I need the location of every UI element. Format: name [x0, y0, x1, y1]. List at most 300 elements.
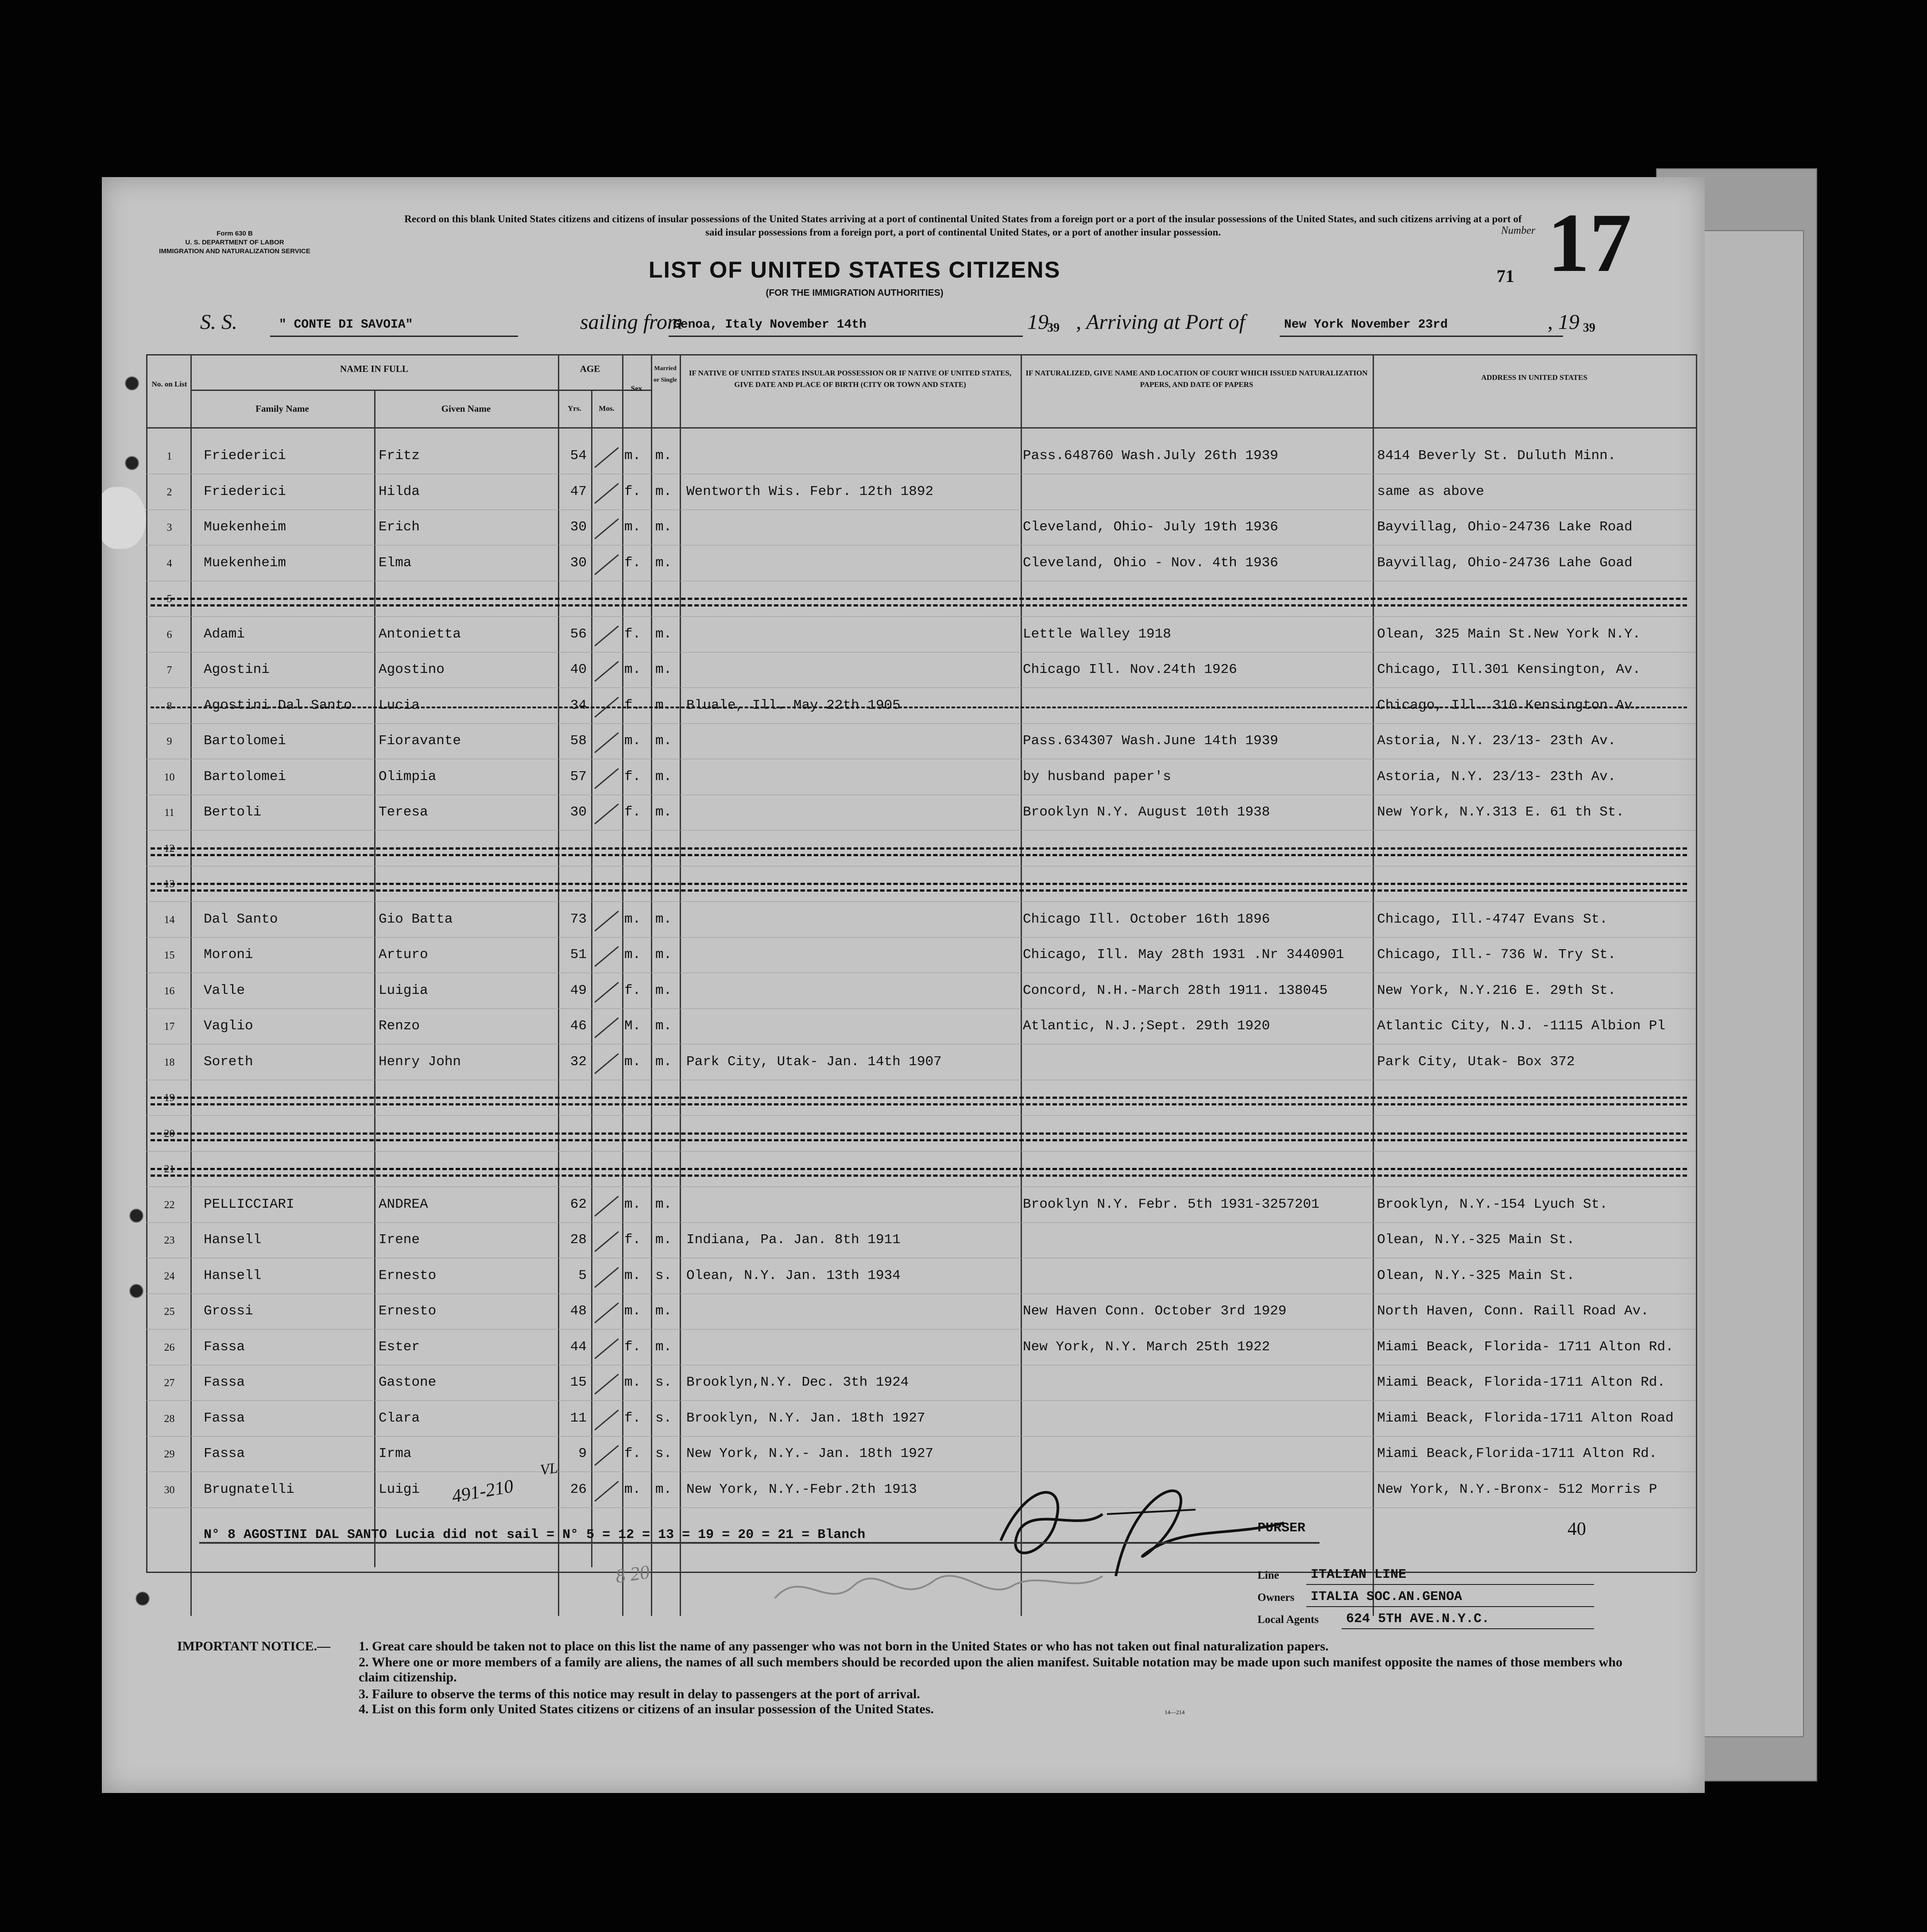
- checkmark-tick-icon: [594, 1053, 619, 1074]
- col-no-header: No. on List: [151, 380, 187, 388]
- table-row: [102, 661, 1705, 696]
- cell-family: Brugnatelli: [204, 1481, 294, 1497]
- cell-no: 1: [166, 451, 172, 462]
- form-number-line: Form 630 B: [217, 230, 253, 237]
- cell-nat: Chicago Ill. Nov.24th 1926: [1023, 662, 1237, 677]
- cell-family: Adami: [204, 626, 245, 642]
- table-row: [102, 1267, 1705, 1302]
- cell-ms: m.: [655, 1303, 672, 1319]
- cell-nat: Chicago, Ill. May 28th 1931 .Nr 3440901: [1023, 947, 1344, 962]
- table-row: [102, 697, 1705, 732]
- cell-given: Arturo: [379, 947, 428, 962]
- cell-given: Fioravante: [379, 733, 461, 749]
- cell-age: 32: [570, 1054, 587, 1070]
- cell-given: Lucia: [379, 697, 420, 713]
- cell-nat: Brooklyn N.Y. Febr. 5th 1931-3257201: [1023, 1196, 1319, 1212]
- cell-addr: Astoria, N.Y. 23/13- 23th Av.: [1377, 769, 1616, 784]
- line-value: ITALIAN LINE: [1311, 1567, 1407, 1582]
- checkmark-tick-icon: [594, 732, 619, 753]
- cell-no: 28: [164, 1413, 175, 1425]
- cell-sex: f.: [624, 1446, 641, 1461]
- table-row: [102, 447, 1705, 483]
- cell-sex: f.: [624, 1410, 641, 1426]
- page-subtitle: (FOR THE IMMIGRATION AUTHORITIES): [766, 288, 944, 298]
- cell-nat: Brooklyn N.Y. August 10th 1938: [1023, 804, 1270, 820]
- cell-sex: f.: [624, 982, 641, 998]
- sheet-number: 17: [1548, 197, 1632, 290]
- cell-family: Muekenheim: [204, 555, 286, 571]
- cancelled-line: [151, 883, 1687, 892]
- punch-hole-icon: [125, 376, 139, 390]
- table-row: [102, 1338, 1705, 1374]
- year-prefix: 19: [1027, 310, 1049, 334]
- checkmark-tick-icon: [594, 661, 619, 682]
- col-yrs-header: Yrs.: [568, 404, 581, 413]
- cell-given: Renzo: [379, 1018, 420, 1034]
- cell-family: Bartolomei: [204, 733, 286, 749]
- checkmark-tick-icon: [594, 768, 619, 788]
- cell-family: Soreth: [204, 1054, 253, 1070]
- notice-heading: IMPORTANT NOTICE.—: [177, 1639, 331, 1654]
- cell-given: Ernesto: [379, 1303, 437, 1319]
- cell-age: 5: [578, 1267, 587, 1283]
- notice-item: 1. Great care should be taken not to place on this list the name of any passenger who was not born in the United States or who has not taken out final naturalization papers.: [359, 1639, 1329, 1654]
- cell-nat: Atlantic, N.J.;Sept. 29th 1920: [1023, 1018, 1270, 1034]
- cell-addr: Miami Beack, Florida-1711 Alton Rd.: [1377, 1375, 1666, 1390]
- handwritten-number: 491-210: [450, 1476, 515, 1507]
- cell-ms: m.: [655, 947, 672, 962]
- cell-family: Fassa: [204, 1375, 245, 1390]
- arrival: New York November 23rd: [1284, 318, 1448, 332]
- cell-no: 4: [166, 557, 172, 569]
- cell-no: 20: [164, 1128, 175, 1140]
- agents-label: Local Agents: [1258, 1614, 1319, 1626]
- cell-given: ANDREA: [379, 1196, 428, 1212]
- cell-given: Ernesto: [379, 1267, 437, 1283]
- handwritten-vl: VL: [539, 1460, 559, 1479]
- col-age-header: AGE: [580, 363, 600, 374]
- table-row: [102, 982, 1705, 1017]
- cell-ms: s.: [655, 1375, 672, 1390]
- service-line: IMMIGRATION AND NATURALIZATION SERVICE: [159, 247, 310, 255]
- cell-no: 27: [164, 1377, 175, 1389]
- manifest-page: [102, 177, 1705, 1793]
- table-row: [102, 768, 1705, 804]
- cell-sex: m.: [624, 1375, 641, 1390]
- cell-nat: Pass.634307 Wash.June 14th 1939: [1023, 733, 1278, 749]
- line-label: Line: [1258, 1569, 1279, 1581]
- subheader-border: [190, 390, 651, 391]
- cell-nat: Cleveland, Ohio- July 19th 1936: [1023, 519, 1278, 535]
- cell-ms: m.: [655, 804, 672, 820]
- cell-age: 30: [570, 555, 587, 571]
- cell-ms: m.: [655, 555, 672, 571]
- checkmark-tick-icon: [594, 447, 619, 468]
- cancelled-line: [151, 598, 1687, 607]
- cell-no: 6: [166, 629, 172, 641]
- owners-label: Owners: [1258, 1592, 1295, 1604]
- checkmark-tick-icon: [594, 625, 619, 646]
- cell-family: Valle: [204, 982, 245, 998]
- cell-no: 21: [164, 1163, 175, 1175]
- cell-birth: New York, N.Y.- Jan. 18th 1927: [686, 1446, 934, 1461]
- cell-no: 25: [164, 1306, 175, 1318]
- page-number: 40: [1567, 1519, 1586, 1539]
- cell-sex: f.: [624, 697, 641, 713]
- table-row: [102, 1017, 1705, 1053]
- form-number: [133, 229, 337, 256]
- cell-given: Gio Batta: [379, 911, 453, 927]
- cell-sex: m.: [624, 1196, 641, 1212]
- cell-given: Luigia: [379, 982, 428, 998]
- cell-sex: f.: [624, 804, 641, 820]
- cell-no: 13: [164, 878, 175, 890]
- table-row: [102, 1053, 1705, 1089]
- cell-sex: m.: [624, 662, 641, 677]
- cell-family: Dal Santo: [204, 911, 278, 927]
- cell-ms: s.: [655, 1446, 672, 1461]
- cell-ms: m.: [655, 448, 672, 464]
- cell-sex: m.: [624, 448, 641, 464]
- cell-addr: Chicago, Ill. 310 Kensington Av.: [1377, 697, 1641, 713]
- cell-ms: m.: [655, 982, 672, 998]
- cell-family: Agostini Dal Santo: [204, 697, 352, 713]
- cell-sex: f.: [624, 1339, 641, 1355]
- cell-sex: m.: [624, 911, 641, 927]
- cell-given: Elma: [379, 555, 412, 571]
- cell-given: Henry John: [379, 1054, 461, 1070]
- cell-sex: m.: [624, 1481, 641, 1497]
- page-marker: 71: [1497, 266, 1514, 286]
- checkmark-tick-icon: [594, 1338, 619, 1359]
- table-row: [102, 946, 1705, 981]
- cell-given: Gastone: [379, 1375, 437, 1390]
- cell-sex: f.: [624, 769, 641, 784]
- checkmark-tick-icon: [594, 518, 619, 539]
- table-row: [102, 1089, 1705, 1124]
- cell-addr: Bayvillag, Ohio-24736 Lake Road: [1377, 519, 1633, 535]
- cell-sex: m.: [624, 947, 641, 962]
- cell-nat: Concord, N.H.-March 28th 1911. 138045: [1023, 982, 1328, 998]
- punch-hole-icon: [135, 1592, 150, 1606]
- cell-age: 40: [570, 662, 587, 677]
- notice-item: 3. Failure to observe the terms of this notice may result in delay to passengers at the port of arrival.: [359, 1687, 920, 1701]
- cell-family: Vaglio: [204, 1018, 253, 1034]
- cell-addr: Olean, N.Y.-325 Main St.: [1377, 1232, 1575, 1248]
- cell-family: Fassa: [204, 1446, 245, 1461]
- cell-sex: m.: [624, 1267, 641, 1283]
- table-row: [102, 518, 1705, 554]
- cell-age: 46: [570, 1018, 587, 1034]
- cell-nat: Lettle Walley 1918: [1023, 626, 1171, 642]
- checkmark-tick-icon: [594, 1374, 619, 1395]
- department-line: U. S. DEPARTMENT OF LABOR: [185, 239, 284, 246]
- cell-addr: Chicago, Ill.-4747 Evans St.: [1377, 911, 1608, 927]
- cell-no: 7: [166, 665, 172, 676]
- cell-sex: m.: [624, 1054, 641, 1070]
- cell-no: 9: [166, 736, 172, 747]
- cell-age: 49: [570, 982, 587, 998]
- cell-addr: Bayvillag, Ohio-24736 Lahe Goad: [1377, 555, 1633, 571]
- cell-no: 19: [164, 1092, 175, 1104]
- cell-given: Erich: [379, 519, 420, 535]
- cell-birth: New York, N.Y.-Febr.2th 1913: [686, 1481, 917, 1497]
- cell-ms: s.: [655, 1267, 672, 1283]
- cancelled-line: [151, 847, 1687, 856]
- table-row: [102, 1160, 1705, 1195]
- table-row: [102, 1445, 1705, 1480]
- notice-item: 2. Where one or more members of a family are aliens, the names of all such members should be recorded upon the alien manifest. Suitable notation may be made upon such manifest opposite the names of those members who claim citizenship.: [359, 1655, 1623, 1685]
- cell-ms: m.: [655, 1481, 672, 1497]
- cell-sex: m.: [624, 1303, 641, 1319]
- col-given-header: Given Name: [441, 403, 491, 414]
- cell-age: 28: [570, 1232, 587, 1248]
- cell-ms: s.: [655, 1410, 672, 1426]
- checkmark-tick-icon: [594, 554, 619, 575]
- cell-addr: Miami Beack, Florida- 1711 Alton Rd.: [1377, 1339, 1674, 1355]
- table-row: [102, 804, 1705, 839]
- cell-family: Friederici: [204, 483, 286, 499]
- col-married-header: Married or Single: [653, 365, 677, 383]
- cell-addr: New York, N.Y.-Bronx- 512 Morris P: [1377, 1481, 1657, 1497]
- table-row: [102, 1231, 1705, 1267]
- cell-addr: Astoria, N.Y. 23/13- 23th Av.: [1377, 733, 1616, 749]
- table-row: [102, 483, 1705, 518]
- checkmark-tick-icon: [594, 804, 619, 824]
- checkmark-tick-icon: [594, 946, 619, 967]
- table-row: [102, 590, 1705, 625]
- cell-no: 2: [166, 486, 172, 498]
- table-row: [102, 875, 1705, 910]
- checkmark-tick-icon: [594, 1409, 619, 1430]
- table-row: [102, 1410, 1705, 1445]
- cell-age: 34: [570, 697, 587, 713]
- cell-nat: by husband paper's: [1023, 769, 1171, 784]
- cell-given: Clara: [379, 1410, 420, 1426]
- agents-underline: [1342, 1628, 1594, 1629]
- cell-ms: m.: [655, 1339, 672, 1355]
- cell-nat: New York, N.Y. March 25th 1922: [1023, 1339, 1270, 1355]
- form-code: 14—214: [1165, 1709, 1185, 1716]
- table-row: [102, 1374, 1705, 1409]
- cell-birth: Park City, Utak- Jan. 14th 1907: [686, 1054, 942, 1070]
- cell-birth: Indiana, Pa. Jan. 8th 1911: [686, 1232, 901, 1248]
- cell-age: 47: [570, 483, 587, 499]
- checkmark-tick-icon: [594, 981, 619, 1002]
- cell-ms: m.: [655, 733, 672, 749]
- table-row: [102, 1481, 1705, 1516]
- record-instructions: Record on this blank United States citizens and citizens of insular possessions of the United States arriving at a port of continental United States from a foreign port or a port of the insular possessions of the United States, and such citizens arriving at a port of said insular possessions from a foreign port, a port of continental United States, or a port of another insular possession.: [404, 213, 1522, 238]
- departure: Genoa, Italy November 14th: [673, 318, 867, 332]
- cell-no: 29: [164, 1449, 175, 1460]
- col-address-header: ADDRESS IN UNITED STATES: [1481, 373, 1587, 382]
- table-top-border: [146, 354, 1696, 355]
- cell-family: Hansell: [204, 1232, 262, 1248]
- cell-no: 3: [166, 522, 172, 533]
- cell-given: Agostino: [379, 662, 445, 677]
- checkmark-tick-icon: [594, 1267, 619, 1287]
- cell-addr: Brooklyn, N.Y.-154 Lyuch St.: [1377, 1196, 1608, 1212]
- cell-age: 51: [570, 947, 587, 962]
- cell-no: 10: [164, 771, 175, 783]
- cell-age: 73: [570, 911, 587, 927]
- cell-family: Bertoli: [204, 804, 262, 820]
- cell-ms: m.: [655, 1054, 672, 1070]
- cell-ms: m.: [655, 626, 672, 642]
- cell-ms: m.: [655, 911, 672, 927]
- cell-given: Ester: [379, 1339, 420, 1355]
- col-mos-header: Mos.: [599, 404, 615, 413]
- cell-sex: f.: [624, 626, 641, 642]
- cell-sex: f.: [624, 555, 641, 571]
- cell-ms: m.: [655, 483, 672, 499]
- cell-ms: m.: [655, 1232, 672, 1248]
- strike-through-line: [151, 707, 1687, 708]
- ss-label: S. S.: [200, 310, 237, 334]
- cell-addr: Park City, Utak- Box 372: [1377, 1054, 1575, 1070]
- cell-given: Teresa: [379, 804, 428, 820]
- cell-age: 62: [570, 1196, 587, 1212]
- cancelled-line: [151, 1132, 1687, 1141]
- arrival-underline: [1280, 336, 1563, 337]
- cell-given: Irene: [379, 1232, 420, 1248]
- cell-addr: same as above: [1377, 483, 1484, 499]
- page-title: LIST OF UNITED STATES CITIZENS: [648, 257, 1061, 283]
- cell-ms: m.: [655, 1196, 672, 1212]
- cell-family: Fassa: [204, 1339, 245, 1355]
- cell-age: 15: [570, 1375, 587, 1390]
- col-family-header: Family Name: [255, 403, 309, 414]
- cell-no: 11: [164, 807, 175, 819]
- cell-birth: Olean, N.Y. Jan. 13th 1934: [686, 1267, 901, 1283]
- table-row: [102, 1302, 1705, 1338]
- arriving-label: , Arriving at Port of: [1076, 310, 1245, 334]
- cell-sex: f.: [624, 1232, 641, 1248]
- cell-ms: m.: [655, 1018, 672, 1034]
- cell-addr: Olean, N.Y.-325 Main St.: [1377, 1267, 1575, 1283]
- cell-nat: Cleveland, Ohio - Nov. 4th 1936: [1023, 555, 1278, 571]
- checkmark-tick-icon: [594, 910, 619, 931]
- cell-age: 26: [570, 1481, 587, 1497]
- cell-ms: m.: [655, 697, 672, 713]
- cell-no: 15: [164, 950, 175, 961]
- cell-family: Moroni: [204, 947, 253, 962]
- sailing-label: sailing from: [580, 310, 683, 334]
- cell-nat: New Haven Conn. October 3rd 1929: [1023, 1303, 1287, 1319]
- line-underline: [1306, 1584, 1594, 1585]
- cell-given: Hilda: [379, 483, 420, 499]
- cell-addr: Miami Beack, Florida-1711 Alton Road: [1377, 1410, 1674, 1426]
- cell-family: Friederici: [204, 448, 286, 464]
- cell-no: 17: [164, 1021, 175, 1032]
- cell-no: 5: [166, 593, 172, 605]
- cell-addr: Miami Beack,Florida-1711 Alton Rd.: [1377, 1446, 1657, 1461]
- owners-underline: [1306, 1606, 1594, 1607]
- table-row: [102, 1124, 1705, 1160]
- cell-given: Antonietta: [379, 626, 461, 642]
- cell-given: Luigi: [379, 1481, 420, 1497]
- cell-age: 9: [578, 1446, 587, 1461]
- cell-addr: North Haven, Conn. Raill Road Av.: [1377, 1303, 1649, 1319]
- cell-age: 48: [570, 1303, 587, 1319]
- checkmark-tick-icon: [594, 1017, 619, 1038]
- table-row: [102, 554, 1705, 590]
- cell-family: PELLICCIARI: [204, 1196, 294, 1212]
- table-row: [102, 839, 1705, 875]
- cell-addr: New York, N.Y.216 E. 29th St.: [1377, 982, 1616, 998]
- cell-sex: f.: [624, 483, 641, 499]
- cell-family: Grossi: [204, 1303, 253, 1319]
- table-row: [102, 626, 1705, 661]
- cell-no: 12: [164, 842, 175, 854]
- cancelled-line: [151, 1168, 1687, 1177]
- cell-addr: Atlantic City, N.J. -1115 Albion Pl: [1377, 1018, 1666, 1034]
- checkmark-tick-icon: [594, 1231, 619, 1252]
- table-row: [102, 1196, 1705, 1231]
- cell-no: 8: [166, 700, 172, 712]
- cell-age: 30: [570, 804, 587, 820]
- table-row: [102, 911, 1705, 946]
- cell-family: Bartolomei: [204, 769, 286, 784]
- col-naturalized-header: IF NATURALIZED, GIVE NAME AND LOCATION OF COURT WHICH ISSUED NATURALIZATION PAPERS, AND DATE OF PAPERS: [1025, 369, 1368, 389]
- cell-age: 58: [570, 733, 587, 749]
- cell-birth: Wentworth Wis. Febr. 12th 1892: [686, 483, 934, 499]
- departure-year: 39: [1047, 321, 1060, 335]
- cell-addr: New York, N.Y.313 E. 61 th St.: [1377, 804, 1625, 820]
- cell-birth: Brooklyn,N.Y. Dec. 3th 1924: [686, 1375, 909, 1390]
- cell-family: Muekenheim: [204, 519, 286, 535]
- cell-no: 18: [164, 1056, 175, 1068]
- cell-given: Irma: [379, 1446, 412, 1461]
- did-not-sail-note: N° 8 AGOSTINI DAL SANTO Lucia did not sail = N° 5 = 12 = 13 = 19 = 20 = 21 = Blanch: [204, 1527, 866, 1542]
- cell-age: 57: [570, 769, 587, 784]
- cell-no: 16: [164, 985, 175, 997]
- cell-addr: Chicago, Ill.- 736 W. Try St.: [1377, 947, 1616, 962]
- cell-family: Agostini: [204, 662, 270, 677]
- cell-addr: Olean, 325 Main St.New York N.Y.: [1377, 626, 1641, 642]
- cell-ms: m.: [655, 769, 672, 784]
- cell-given: Olimpia: [379, 769, 437, 784]
- ship-name: " CONTE DI SAVOIA": [279, 318, 413, 332]
- checkmark-tick-icon: [594, 483, 619, 503]
- cell-no: 23: [164, 1235, 175, 1246]
- cell-no: 24: [164, 1270, 175, 1282]
- col-name-header: NAME IN FULL: [340, 363, 408, 374]
- ship-underline: [270, 336, 518, 337]
- cell-nat: Chicago Ill. October 16th 1896: [1023, 911, 1270, 927]
- cell-age: 11: [570, 1410, 587, 1426]
- checkmark-tick-icon: [594, 1480, 619, 1501]
- cell-family: Fassa: [204, 1410, 245, 1426]
- header-bottom-border: [146, 427, 1696, 429]
- cell-addr: 8414 Beverly St. Duluth Minn.: [1377, 448, 1616, 464]
- cell-no: 22: [164, 1199, 175, 1211]
- cell-no: 14: [164, 914, 175, 926]
- cell-no: 26: [164, 1341, 175, 1353]
- purser-label: PURSER: [1258, 1521, 1306, 1536]
- owners-value: ITALIA SOC.AN.GENOA: [1311, 1589, 1463, 1604]
- departure-underline: [669, 336, 1023, 337]
- cell-age: 44: [570, 1339, 587, 1355]
- checkmark-tick-icon: [594, 1302, 619, 1323]
- cell-nat: Pass.648760 Wash.July 26th 1939: [1023, 448, 1278, 464]
- col-sex-header: Sex: [631, 384, 642, 393]
- cell-sex: m.: [624, 519, 641, 535]
- cell-age: 30: [570, 519, 587, 535]
- cell-birth: Bluale, Ill. May 22th 1905: [686, 697, 901, 713]
- cell-no: 30: [164, 1484, 175, 1496]
- faint-pencil-signature: [766, 1558, 1120, 1620]
